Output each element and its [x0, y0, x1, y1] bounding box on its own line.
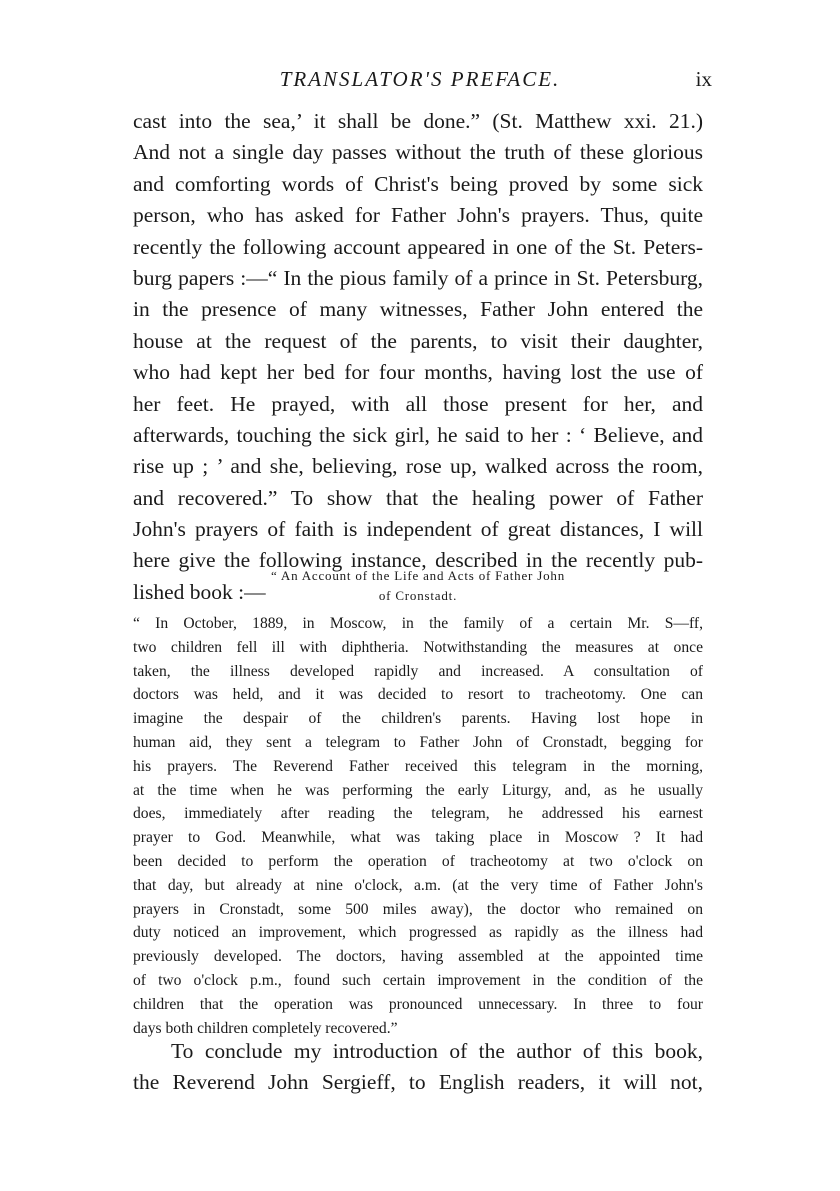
quoted-book-title: of Cronstadt.: [378, 588, 458, 603]
quote-line: prayer to God. Meanwhile, what was taking place in Moscow ? It had: [133, 829, 703, 847]
text-line: person, who has asked for Father John's prayers. Thus, quite: [133, 203, 703, 228]
quote-line: human aid, they sent a telegram to Father John of Cronstadt, begging for: [133, 733, 703, 751]
text-line: cast into the sea,’ it shall be done.” (St. Matthew xxi. 21.): [133, 109, 703, 133]
text-line: lished book :—: [133, 579, 266, 604]
quote-line: two children fell ill with diphtheria. Notwithstanding the measures at once: [133, 638, 703, 656]
page-number: ix: [695, 67, 712, 91]
text-line: who had kept her bed for four months, having lost the use of: [133, 360, 703, 385]
block-quotation: [133, 566, 703, 1040]
text-line: And not a single day passes without the truth of these glorious: [133, 140, 703, 165]
text-line: To conclude my introduction of the author of this book,: [171, 1039, 703, 1063]
quote-line: doctors was held, and it was decided to resort to tracheotomy. One can: [133, 686, 703, 704]
quotation-text: [133, 612, 703, 1040]
text-line: rise up ; ’ and she, believing, rose up, walked across the room,: [133, 454, 703, 479]
conclusion-paragraph: [133, 1036, 703, 1099]
quote-line: that day, but already at nine o'clock, a.m. (at the very time of Father John's: [133, 876, 703, 894]
text-line: and comforting words of Christ's being proved by some sick: [133, 171, 703, 196]
text-line: house at the request of the parents, to visit their daughter,: [133, 328, 703, 353]
quoted-book-title: “ An Account of the Life and Acts of Father John: [270, 568, 565, 583]
quote-line: duty noticed an improvement, which progressed as rapidly as the illness had: [133, 924, 703, 942]
quote-line: of two o'clock p.m., found such certain improvement in the condition of the: [133, 971, 703, 989]
running-title: TRANSLATOR'S PREFACE.: [279, 67, 561, 91]
quote-line: at the time when he was performing the early Liturgy, and, as he usually: [133, 781, 703, 799]
quote-line: imagine the despair of the children's parents. Having lost hope in: [133, 710, 703, 728]
text-line: recently the following account appeared in one of the St. Peters-: [133, 234, 703, 259]
quote-line: his prayers. The Reverend Father received this telegram in the morning,: [133, 757, 703, 775]
text-line: burg papers :—“ In the pious family of a prince in St. Petersburg,: [133, 265, 703, 290]
text-line: her feet. He prayed, with all those present for her, and: [133, 391, 703, 416]
quote-line: been decided to perform the operation of tracheotomy at two o'clock on: [133, 852, 703, 870]
quote-line: children that the operation was pronounced unnecessary. In three to four: [133, 995, 703, 1013]
body-paragraph: [133, 106, 703, 608]
quote-line: does, immediately after reading the telegram, he addressed his earnest: [133, 805, 703, 823]
text-line: afterwards, touching the sick girl, he said to her : ‘ Believe, and: [133, 422, 703, 447]
quote-line: “ In October, 1889, in Moscow, in the family of a certain Mr. S—ff,: [133, 615, 703, 632]
text-line: the Reverend John Sergieff, to English readers, it will not,: [133, 1070, 703, 1095]
text-line: in the presence of many witnesses, Father John entered the: [133, 297, 703, 322]
running-header: [0, 66, 840, 92]
text-line: and recovered.” To show that the healing power of Father: [133, 485, 703, 510]
quote-line: previously developed. The doctors, having assembled at the appointed time: [133, 948, 703, 966]
quote-line: prayers in Cronstadt, some 500 miles away), the doctor who remained on: [133, 900, 703, 918]
text-line: here give the following instance, described in the recently pub-: [133, 548, 703, 573]
quote-line: days both children completely recovered.”: [133, 1019, 398, 1037]
text-line: John's prayers of faith is independent of great distances, I will: [133, 517, 703, 542]
quote-line: taken, the illness developed rapidly and increased. A consultation of: [133, 662, 703, 680]
